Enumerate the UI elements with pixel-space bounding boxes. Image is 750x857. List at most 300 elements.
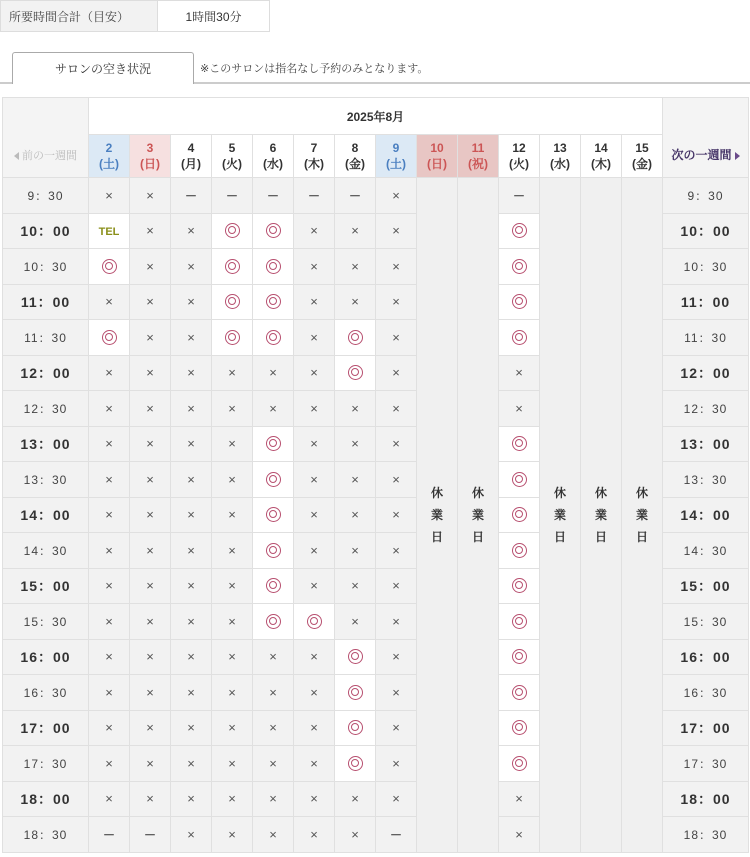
double-circle-icon bbox=[266, 330, 281, 345]
slot-available[interactable] bbox=[335, 675, 376, 711]
slot-available[interactable] bbox=[253, 249, 294, 285]
cross-mark: × bbox=[392, 755, 400, 771]
closed-day-label bbox=[471, 482, 485, 548]
cross-mark: × bbox=[105, 755, 113, 771]
double-circle-icon bbox=[225, 294, 240, 309]
cross-mark: × bbox=[310, 720, 318, 736]
slot-full bbox=[335, 604, 376, 640]
cross-mark: × bbox=[228, 826, 236, 842]
time-label-right: 17：00 bbox=[663, 710, 749, 746]
cross-mark: × bbox=[146, 755, 154, 771]
next-week-button[interactable] bbox=[663, 98, 749, 178]
closed-day-cell bbox=[417, 178, 458, 853]
duration-summary bbox=[0, 0, 270, 32]
slot-full bbox=[171, 817, 212, 853]
cross-mark: × bbox=[392, 613, 400, 629]
day-number: 6 bbox=[269, 141, 277, 155]
availability-table bbox=[2, 97, 749, 853]
slot-full bbox=[376, 178, 417, 214]
slot-available[interactable] bbox=[499, 426, 540, 462]
cross-mark: × bbox=[187, 400, 195, 416]
double-circle-icon bbox=[348, 330, 363, 345]
slot-full bbox=[335, 391, 376, 427]
cross-mark: × bbox=[392, 329, 400, 345]
chevron-right-icon bbox=[735, 152, 740, 160]
closed-char: 日 bbox=[635, 529, 648, 544]
cross-mark: × bbox=[351, 258, 359, 274]
day-number: 4 bbox=[187, 141, 195, 155]
slot-full bbox=[335, 249, 376, 285]
cross-mark: × bbox=[228, 436, 236, 452]
cross-mark: × bbox=[146, 329, 154, 345]
time-label-left: 12：30 bbox=[3, 391, 89, 427]
slot-full bbox=[212, 462, 253, 498]
slot-full bbox=[335, 426, 376, 462]
slot-available[interactable] bbox=[335, 746, 376, 782]
cross-mark: × bbox=[187, 649, 195, 665]
dash-mark: － bbox=[225, 188, 238, 203]
slot-available[interactable] bbox=[89, 320, 130, 356]
closed-day-label bbox=[594, 482, 608, 548]
day-of-week: (火) bbox=[509, 157, 529, 171]
double-circle-icon bbox=[266, 507, 281, 522]
slot-full bbox=[171, 249, 212, 285]
double-circle-icon bbox=[307, 614, 322, 629]
cross-mark: × bbox=[228, 471, 236, 487]
slot-available[interactable] bbox=[499, 284, 540, 320]
slot-available[interactable] bbox=[253, 533, 294, 569]
slot-available[interactable] bbox=[253, 426, 294, 462]
slot-full bbox=[294, 284, 335, 320]
cross-mark: × bbox=[228, 791, 236, 807]
slot-available[interactable] bbox=[212, 284, 253, 320]
slot-full bbox=[130, 639, 171, 675]
time-label-left: 15：00 bbox=[3, 568, 89, 604]
cross-mark: × bbox=[351, 294, 359, 310]
day-number: 2 bbox=[105, 141, 113, 155]
cross-mark: × bbox=[105, 471, 113, 487]
cross-mark: × bbox=[228, 400, 236, 416]
closed-char: 日 bbox=[594, 529, 607, 544]
closed-char: 日 bbox=[471, 529, 484, 544]
cross-mark: × bbox=[146, 720, 154, 736]
cross-mark: × bbox=[310, 755, 318, 771]
double-circle-icon bbox=[102, 330, 117, 345]
cross-mark: × bbox=[392, 471, 400, 487]
slot-full bbox=[212, 675, 253, 711]
day-number: 12 bbox=[512, 141, 526, 155]
double-circle-icon bbox=[512, 685, 527, 700]
slot-full bbox=[171, 284, 212, 320]
slot-available[interactable] bbox=[253, 497, 294, 533]
slot-full bbox=[171, 426, 212, 462]
slot-full bbox=[89, 710, 130, 746]
day-header bbox=[171, 135, 212, 178]
slot-available[interactable] bbox=[499, 604, 540, 640]
slot-available[interactable] bbox=[89, 249, 130, 285]
time-label-left: 14：30 bbox=[3, 533, 89, 569]
double-circle-icon bbox=[348, 365, 363, 380]
slot-unavailable bbox=[171, 178, 212, 214]
slot-full bbox=[253, 355, 294, 391]
double-circle-icon bbox=[512, 578, 527, 593]
day-header bbox=[581, 135, 622, 178]
slot-available[interactable] bbox=[294, 604, 335, 640]
cross-mark: × bbox=[228, 365, 236, 381]
day-of-week: (木) bbox=[591, 157, 611, 171]
cross-mark: × bbox=[310, 223, 318, 239]
closed-char: 日 bbox=[430, 529, 443, 544]
slot-available[interactable] bbox=[499, 746, 540, 782]
slot-full bbox=[294, 391, 335, 427]
slot-full bbox=[335, 213, 376, 249]
slot-full bbox=[253, 391, 294, 427]
cross-mark: × bbox=[187, 826, 195, 842]
day-header bbox=[130, 135, 171, 178]
slot-full bbox=[294, 355, 335, 391]
day-number: 3 bbox=[146, 141, 154, 155]
cross-mark: × bbox=[351, 791, 359, 807]
cross-mark: × bbox=[351, 578, 359, 594]
slot-full bbox=[294, 710, 335, 746]
slot-full bbox=[376, 213, 417, 249]
cross-mark: × bbox=[310, 365, 318, 381]
cross-mark: × bbox=[187, 471, 195, 487]
slot-full bbox=[130, 178, 171, 214]
cross-mark: × bbox=[146, 507, 154, 523]
cross-mark: × bbox=[187, 755, 195, 771]
cross-mark: × bbox=[228, 755, 236, 771]
double-circle-icon bbox=[512, 294, 527, 309]
cross-mark: × bbox=[146, 471, 154, 487]
slot-full bbox=[294, 639, 335, 675]
day-of-week: (日) bbox=[427, 157, 447, 171]
slot-full bbox=[89, 746, 130, 782]
cross-mark: × bbox=[146, 223, 154, 239]
slot-full bbox=[89, 426, 130, 462]
closed-char: 業 bbox=[594, 507, 607, 522]
prev-week-button[interactable] bbox=[3, 98, 89, 178]
cross-mark: × bbox=[146, 613, 154, 629]
dash-mark: － bbox=[348, 188, 361, 203]
slot-available[interactable] bbox=[499, 710, 540, 746]
cross-mark: × bbox=[187, 365, 195, 381]
slot-full bbox=[171, 781, 212, 817]
slot-available[interactable] bbox=[253, 284, 294, 320]
closed-char: 休 bbox=[430, 485, 443, 500]
dash-mark: － bbox=[143, 827, 156, 842]
cross-mark: × bbox=[269, 365, 277, 381]
slot-available[interactable] bbox=[253, 462, 294, 498]
cross-mark: × bbox=[105, 791, 113, 807]
time-label-left: 9：30 bbox=[3, 178, 89, 214]
time-label-right: 14：00 bbox=[663, 497, 749, 533]
cross-mark: × bbox=[187, 720, 195, 736]
cross-mark: × bbox=[310, 507, 318, 523]
time-label-left: 10：30 bbox=[3, 249, 89, 285]
slot-full bbox=[335, 568, 376, 604]
dash-mark: － bbox=[102, 827, 115, 842]
slot-full bbox=[212, 497, 253, 533]
slot-available[interactable] bbox=[335, 710, 376, 746]
cross-mark: × bbox=[351, 542, 359, 558]
cross-mark: × bbox=[269, 649, 277, 665]
time-label-left: 18：00 bbox=[3, 781, 89, 817]
cross-mark: × bbox=[105, 613, 113, 629]
slot-full bbox=[130, 213, 171, 249]
closed-char: 日 bbox=[553, 529, 566, 544]
double-circle-icon bbox=[348, 756, 363, 771]
cross-mark: × bbox=[351, 400, 359, 416]
cross-mark: × bbox=[351, 826, 359, 842]
day-header bbox=[335, 135, 376, 178]
slot-full bbox=[376, 675, 417, 711]
slot-tel[interactable] bbox=[89, 213, 130, 249]
time-label-right: 15：30 bbox=[663, 604, 749, 640]
slot-available[interactable] bbox=[253, 568, 294, 604]
slot-available[interactable] bbox=[212, 249, 253, 285]
double-circle-icon bbox=[266, 614, 281, 629]
slot-full bbox=[171, 213, 212, 249]
time-label-left: 13：30 bbox=[3, 462, 89, 498]
month-title: 2025年8月 bbox=[89, 98, 663, 135]
cross-mark: × bbox=[187, 578, 195, 594]
cross-mark: × bbox=[310, 400, 318, 416]
slot-available[interactable] bbox=[253, 604, 294, 640]
cross-mark: × bbox=[310, 578, 318, 594]
cross-mark: × bbox=[269, 755, 277, 771]
dash-mark: － bbox=[266, 188, 279, 203]
closed-char: 休 bbox=[594, 485, 607, 500]
day-header bbox=[417, 135, 458, 178]
double-circle-icon bbox=[348, 685, 363, 700]
closed-day-cell bbox=[581, 178, 622, 853]
cross-mark: × bbox=[146, 400, 154, 416]
double-circle-icon bbox=[225, 223, 240, 238]
cross-mark: × bbox=[228, 507, 236, 523]
day-header bbox=[540, 135, 581, 178]
double-circle-icon bbox=[512, 614, 527, 629]
slot-available[interactable] bbox=[499, 213, 540, 249]
slot-full bbox=[376, 249, 417, 285]
cross-mark: × bbox=[351, 223, 359, 239]
cross-mark: × bbox=[310, 826, 318, 842]
slot-available[interactable] bbox=[499, 249, 540, 285]
time-label-right: 11：00 bbox=[663, 284, 749, 320]
cross-mark: × bbox=[515, 791, 523, 807]
slot-full bbox=[253, 710, 294, 746]
slot-full bbox=[89, 284, 130, 320]
time-label-left: 10：00 bbox=[3, 213, 89, 249]
day-number: 8 bbox=[351, 141, 359, 155]
day-number: 11 bbox=[471, 141, 485, 155]
slot-full bbox=[89, 391, 130, 427]
double-circle-icon bbox=[512, 649, 527, 664]
slot-full bbox=[171, 462, 212, 498]
slot-full bbox=[171, 639, 212, 675]
slot-full bbox=[294, 462, 335, 498]
cross-mark: × bbox=[351, 471, 359, 487]
slot-full bbox=[253, 746, 294, 782]
cross-mark: × bbox=[105, 294, 113, 310]
slot-full bbox=[130, 462, 171, 498]
double-circle-icon bbox=[512, 472, 527, 487]
slot-available[interactable] bbox=[499, 462, 540, 498]
slot-full bbox=[130, 568, 171, 604]
time-label-right: 18：00 bbox=[663, 781, 749, 817]
cross-mark: × bbox=[146, 365, 154, 381]
cross-mark: × bbox=[392, 542, 400, 558]
time-label-right: 16：00 bbox=[663, 639, 749, 675]
slot-available[interactable] bbox=[499, 675, 540, 711]
cross-mark: × bbox=[392, 365, 400, 381]
day-header bbox=[499, 135, 540, 178]
slot-full bbox=[212, 746, 253, 782]
double-circle-icon bbox=[512, 330, 527, 345]
day-of-week: (火) bbox=[222, 157, 242, 171]
slot-unavailable bbox=[89, 817, 130, 853]
dash-mark: － bbox=[307, 188, 320, 203]
slot-available[interactable] bbox=[499, 320, 540, 356]
slot-available[interactable] bbox=[335, 639, 376, 675]
slot-full bbox=[376, 426, 417, 462]
slot-full bbox=[89, 462, 130, 498]
slot-full bbox=[130, 391, 171, 427]
slot-full bbox=[212, 426, 253, 462]
slot-full bbox=[335, 497, 376, 533]
slot-full bbox=[130, 781, 171, 817]
day-of-week: (日) bbox=[140, 157, 160, 171]
slot-full bbox=[376, 746, 417, 782]
header-days-row bbox=[3, 135, 749, 178]
cross-mark: × bbox=[187, 223, 195, 239]
slot-available[interactable] bbox=[212, 213, 253, 249]
closed-char: 休 bbox=[553, 485, 566, 500]
cross-mark: × bbox=[187, 613, 195, 629]
cross-mark: × bbox=[105, 649, 113, 665]
slot-full bbox=[376, 604, 417, 640]
closed-char: 業 bbox=[471, 507, 484, 522]
slot-full bbox=[376, 533, 417, 569]
slot-full bbox=[335, 817, 376, 853]
day-header bbox=[89, 135, 130, 178]
double-circle-icon bbox=[266, 223, 281, 238]
time-label-right: 10：30 bbox=[663, 249, 749, 285]
slot-full bbox=[130, 675, 171, 711]
slot-unavailable bbox=[376, 817, 417, 853]
time-label-right: 16：30 bbox=[663, 675, 749, 711]
slot-available[interactable] bbox=[499, 533, 540, 569]
slot-full bbox=[212, 533, 253, 569]
tab-salon-availability[interactable]: サロンの空き状況 bbox=[12, 52, 194, 84]
slot-full bbox=[376, 391, 417, 427]
day-header bbox=[253, 135, 294, 178]
time-row bbox=[3, 178, 749, 214]
slot-full bbox=[171, 320, 212, 356]
slot-full bbox=[294, 497, 335, 533]
day-of-week: (金) bbox=[632, 157, 652, 171]
cross-mark: × bbox=[310, 684, 318, 700]
slot-full bbox=[376, 497, 417, 533]
cross-mark: × bbox=[310, 436, 318, 452]
double-circle-icon bbox=[266, 578, 281, 593]
slot-available[interactable] bbox=[253, 320, 294, 356]
slot-full bbox=[212, 710, 253, 746]
slot-full bbox=[89, 675, 130, 711]
slot-available[interactable] bbox=[335, 355, 376, 391]
cross-mark: × bbox=[105, 578, 113, 594]
closed-char: 業 bbox=[635, 507, 648, 522]
time-label-left: 16：30 bbox=[3, 675, 89, 711]
day-of-week: (金) bbox=[345, 157, 365, 171]
time-label-left: 14：00 bbox=[3, 497, 89, 533]
cross-mark: × bbox=[187, 436, 195, 452]
cross-mark: × bbox=[146, 436, 154, 452]
slot-available[interactable] bbox=[499, 497, 540, 533]
time-label-right: 11：30 bbox=[663, 320, 749, 356]
slot-full bbox=[212, 604, 253, 640]
slot-full bbox=[376, 710, 417, 746]
slot-full bbox=[130, 497, 171, 533]
slot-full bbox=[294, 426, 335, 462]
cross-mark: × bbox=[146, 649, 154, 665]
day-of-week: (月) bbox=[181, 157, 201, 171]
slot-available[interactable] bbox=[212, 320, 253, 356]
day-header bbox=[458, 135, 499, 178]
cross-mark: × bbox=[228, 684, 236, 700]
cross-mark: × bbox=[515, 826, 523, 842]
time-label-left: 12：00 bbox=[3, 355, 89, 391]
cross-mark: × bbox=[105, 684, 113, 700]
dash-mark: － bbox=[184, 188, 197, 203]
slot-unavailable bbox=[335, 178, 376, 214]
time-label-right: 13：30 bbox=[663, 462, 749, 498]
slot-full bbox=[253, 781, 294, 817]
time-label-left: 11：00 bbox=[3, 284, 89, 320]
slot-full bbox=[499, 391, 540, 427]
cross-mark: × bbox=[269, 720, 277, 736]
slot-full bbox=[89, 781, 130, 817]
slot-full bbox=[253, 639, 294, 675]
slot-full bbox=[89, 639, 130, 675]
slot-available[interactable] bbox=[499, 568, 540, 604]
closed-char: 業 bbox=[430, 507, 443, 522]
day-header bbox=[294, 135, 335, 178]
slot-full bbox=[499, 817, 540, 853]
slot-available[interactable] bbox=[499, 639, 540, 675]
slot-available[interactable] bbox=[335, 320, 376, 356]
slot-unavailable bbox=[130, 817, 171, 853]
day-header bbox=[622, 135, 663, 178]
day-of-week: (木) bbox=[304, 157, 324, 171]
dash-mark: － bbox=[389, 827, 402, 842]
time-label-right: 12：00 bbox=[663, 355, 749, 391]
cross-mark: × bbox=[187, 542, 195, 558]
slot-full bbox=[376, 320, 417, 356]
cross-mark: × bbox=[187, 684, 195, 700]
day-of-week: (祝) bbox=[468, 157, 488, 171]
time-label-left: 11：30 bbox=[3, 320, 89, 356]
cross-mark: × bbox=[310, 542, 318, 558]
day-number: 13 bbox=[553, 141, 567, 155]
time-label-right: 10：00 bbox=[663, 213, 749, 249]
day-number: 9 bbox=[392, 141, 400, 155]
salon-note: ※このサロンは指名なし予約のみとなります。 bbox=[200, 63, 429, 75]
cross-mark: × bbox=[392, 684, 400, 700]
cross-mark: × bbox=[392, 578, 400, 594]
cross-mark: × bbox=[146, 187, 154, 203]
slot-available[interactable] bbox=[253, 213, 294, 249]
